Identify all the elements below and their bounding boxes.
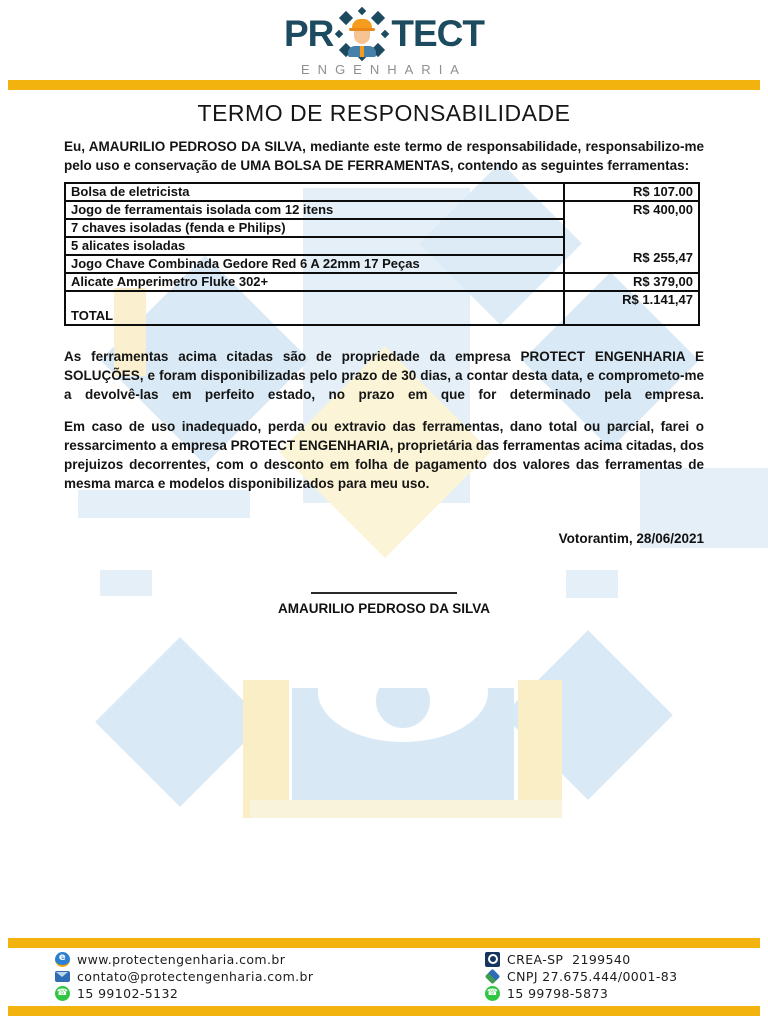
tool-item-cell: Jogo Chave Combinada Gedore Red 6 A 22mm 17 Peças: [65, 255, 564, 273]
cnpj-text: CNPJ 27.675.444/0001-83: [507, 968, 678, 984]
crea-badge-icon: [485, 952, 500, 967]
watermark-worker-silhouette: [292, 688, 514, 818]
table-row: [65, 183, 699, 201]
phone-text: 15 99102-5132: [77, 985, 179, 1001]
tool-item-cell: 7 chaves isoladas (fenda e Philips): [65, 219, 564, 237]
tool-item-cell: Alicate Amperimetro Fluke 302+: [65, 273, 564, 291]
watermark-strip: [243, 680, 289, 818]
watermark-strip: [518, 680, 562, 818]
tool-value-cell-merged: [564, 201, 699, 273]
total-label-cell: TOTAL: [65, 291, 564, 325]
cnpj-icon: [485, 968, 501, 984]
logo: [0, 0, 768, 60]
signature-line: [311, 592, 457, 594]
website-text: www.protectengenharia.com.br: [77, 951, 286, 967]
liability-paragraph: Em caso de uso inadequado, perda ou extravio das ferramentas, dano total ou parcial, farei o ressarcimento a empresa PROTECT ENGENHARIA, proprietária das ferramentas acima citadas, dos prejuizos decorrentes, com o desconto em folha de pagamento dos valores das ferramentas de mesma marca e modelos disponibilizados para meu uso.: [64, 419, 704, 491]
footer-cnpj-line: [485, 968, 678, 984]
intro-paragraph: Eu, AMAURILIO PEDROSO DA SILVA, mediante este termo de responsabilidade, responsabilizo-me pelo uso e conservação de UMA BOLSA DE FERRAMENTAS, contendo as seguintes ferramentas:: [64, 139, 704, 173]
watermark-strip: [250, 800, 562, 818]
tool-item-cell: Jogo de ferramentais isolada com 12 itens: [65, 201, 564, 219]
footer-right-column: [485, 951, 678, 1001]
table-row: [65, 273, 699, 291]
tool-value: R$ 255,47: [633, 250, 693, 265]
footer-crea-line: [485, 951, 678, 967]
whatsapp-icon: [485, 986, 500, 1001]
crea-text: CREA-SP 2199540: [507, 951, 631, 967]
footer-left-column: [55, 951, 313, 1001]
footer-accent-bar-top: [8, 938, 760, 948]
page-title: TERMO DE RESPONSABILIDADE: [197, 100, 571, 126]
table-row: [65, 201, 699, 219]
phone-text: 15 99798-5873: [507, 985, 609, 1001]
email-text: contato@protectengenharia.com.br: [77, 968, 314, 984]
footer-accent-bar-bottom: [8, 1006, 760, 1016]
footer-phone-line: [55, 985, 313, 1001]
logo-text-right: TECT: [391, 13, 484, 54]
tool-value: R$ 400,00: [633, 202, 693, 217]
tools-table: [64, 182, 700, 326]
logo-text-left: PR: [283, 13, 334, 54]
globe-icon: [55, 952, 70, 967]
header-accent-bar: [8, 80, 760, 90]
email-icon: [55, 971, 70, 982]
tool-value-cell: R$ 379,00: [564, 273, 699, 291]
signature-name: AMAURILIO PEDROSO DA SILVA: [277, 601, 490, 616]
tool-item-cell: 5 alicates isoladas: [65, 237, 564, 255]
footer: [0, 938, 768, 1016]
footer-phone-line: [485, 985, 678, 1001]
logo-subtitle: ENGENHARIA: [301, 62, 467, 77]
table-total-row: [65, 291, 699, 325]
footer-website-line: [55, 951, 313, 967]
footer-email-line: [55, 968, 313, 984]
tool-item-cell: Bolsa de eletricista: [65, 183, 564, 201]
ownership-paragraph: As ferramentas acima citadas são de propriedade da empresa PROTECT ENGENHARIA E SOLUÇÕES, e foram disponibilizadas pelo prazo de 30 dias, a contar desta data, e comprometo-me a devolvê-las em perfeito estado, no prazo em que for determinado pela empresa.: [64, 349, 704, 402]
place-date: Votorantim, 28/06/2021: [558, 531, 704, 546]
tool-value-cell: R$ 107.00: [564, 183, 699, 201]
worker-icon: [336, 8, 388, 60]
whatsapp-icon: [55, 986, 70, 1001]
total-value-cell: R$ 1.141,47: [564, 291, 699, 325]
watermark-diamond: [95, 637, 265, 807]
